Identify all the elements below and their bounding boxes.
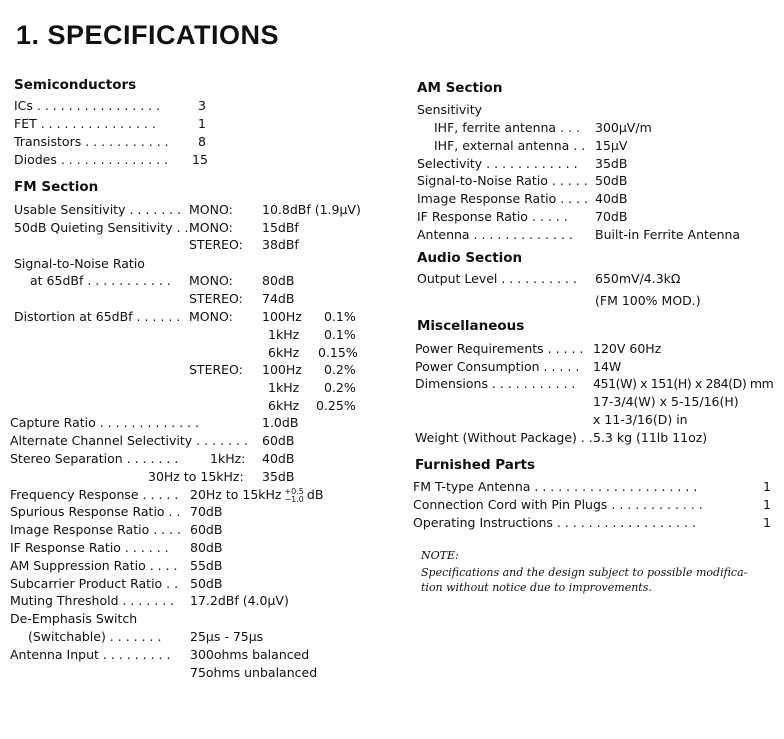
spec-label: FM T-type Antenna . . . . . . . . . . . . . . . . . . . . . — [413, 479, 698, 494]
spec-label: Image Response Ratio . . . . — [10, 522, 182, 537]
spec-label: Power Consumption . . . . . — [415, 359, 580, 374]
spec-row — [14, 133, 169, 150]
misc-section-heading: Miscellaneous — [417, 318, 525, 334]
spec-label: Alternate Channel Selectivity . . . . . . . — [10, 433, 248, 448]
spec-value: Built-in Ferrite Antenna — [595, 227, 741, 242]
dot-leader: . . . . . . . . . . . . . . . . — [32, 98, 161, 113]
spec-mode: STEREO: — [189, 237, 243, 252]
spec-value: 120V 60Hz — [593, 341, 662, 356]
spec-mode: MONO: — [189, 220, 233, 235]
am-section-heading: AM Section — [417, 80, 503, 96]
spec-label: Capture Ratio . . . . . . . . . . . . . — [10, 415, 200, 430]
spec-value: 1 — [198, 116, 206, 131]
spec-row — [14, 151, 168, 168]
spec-label: Antenna . . . . . . . . . . . . . — [417, 227, 573, 242]
spec-value: 40dB — [262, 451, 295, 466]
spec-value: 451(W) x 151(H) x 284(D) mm — [593, 376, 774, 391]
spec-label: IHF, external antenna . . — [434, 138, 586, 153]
spec-value: x 11-3/16(D) in — [593, 412, 688, 427]
semiconductors-heading: Semiconductors — [14, 77, 137, 93]
tolerance — [284, 488, 303, 504]
spec-value: 50dB — [595, 173, 628, 188]
spec-value: 60dB — [190, 522, 223, 537]
spec-value: 14W — [593, 359, 622, 374]
spec-label: (Switchable) . . . . . . . — [28, 629, 162, 644]
spec-mode: 30Hz to 15kHz: — [148, 469, 244, 484]
spec-qty: 1 — [763, 479, 771, 494]
spec-value: 0.2% — [324, 362, 356, 377]
fm-section-heading: FM Section — [14, 179, 99, 195]
spec-label: Transistors — [14, 134, 82, 149]
spec-value: 10.8dBf (1.9μV) — [262, 202, 361, 217]
spec-label: Power Requirements . . . . . — [415, 341, 584, 356]
spec-value: (FM 100% MOD.) — [595, 293, 701, 308]
page-title: 1. SPECIFICATIONS — [16, 20, 280, 50]
dot-leader: . . . . . . . . . . . . . . . — [36, 116, 156, 131]
spec-label: Signal-to-Noise Ratio — [14, 256, 145, 271]
spec-label: Subcarrier Product Ratio . . — [10, 576, 179, 591]
spec-value: 15 — [192, 152, 208, 167]
spec-label: Usable Sensitivity . . . . . . . — [14, 202, 182, 217]
spec-label: IF Response Ratio . . . . . — [417, 209, 568, 224]
spec-value: 35dB — [262, 469, 295, 484]
spec-label: Sensitivity — [417, 102, 483, 117]
spec-freq: 1kHz — [268, 380, 300, 395]
spec-qty: 1 — [763, 515, 771, 530]
spec-label: Weight (Without Package) . . — [415, 430, 593, 445]
spec-value: 17-3/4(W) x 5-15/16(H) — [593, 394, 739, 409]
spec-qty: 1 — [763, 497, 771, 512]
audio-section-heading: Audio Section — [417, 250, 523, 266]
spec-value: 38dBf — [262, 237, 299, 252]
spec-value: 0.15% — [318, 345, 358, 360]
spec-value: 15μV — [595, 138, 628, 153]
spec-value: 5.3 kg (11lb 11oz) — [593, 430, 708, 445]
freq-range: 20Hz to 15kHz — [190, 487, 282, 502]
spec-mode: MONO: — [189, 309, 233, 324]
spec-label: De-Emphasis Switch — [10, 611, 138, 626]
spec-value: 8 — [198, 134, 206, 149]
spec-mode: MONO: — [189, 202, 233, 217]
spec-label: Diodes — [14, 152, 57, 167]
spec-mode: STEREO: — [189, 362, 243, 377]
spec-freq: 6kHz — [268, 398, 300, 413]
spec-label: Spurious Response Ratio . . — [10, 504, 181, 519]
spec-mode: STEREO: — [189, 291, 243, 306]
spec-freq: 100Hz — [262, 309, 302, 324]
note-heading: NOTE: — [421, 549, 459, 562]
dot-leader: . . . . . . . . . . . . . . — [56, 152, 169, 167]
spec-label: Selectivity . . . . . . . . . . . . — [417, 156, 578, 171]
spec-label: IF Response Ratio . . . . . . — [10, 540, 169, 555]
spec-value: 0.1% — [324, 327, 356, 342]
spec-value: 80dB — [190, 540, 223, 555]
spec-value: 74dB — [262, 291, 295, 306]
spec-label: Signal-to-Noise Ratio . . . . . — [417, 173, 588, 188]
note-text: tion without notice due to improvements. — [421, 581, 652, 594]
spec-label: Frequency Response . . . . . — [10, 487, 179, 502]
spec-label: Stereo Separation . . . . . . . — [10, 451, 179, 466]
unit: dB — [306, 487, 324, 502]
spec-value: 55dB — [190, 558, 223, 573]
spec-value: 0.2% — [324, 380, 356, 395]
furnished-parts-heading: Furnished Parts — [415, 457, 536, 473]
spec-value: 75ohms unbalanced — [190, 665, 318, 680]
spec-value: 40dB — [595, 191, 628, 206]
spec-label: Antenna Input . . . . . . . . . — [10, 647, 171, 662]
spec-freq: 1kHz — [268, 327, 300, 342]
spec-value: 60dB — [262, 433, 295, 448]
spec-value: 1.0dB — [262, 415, 299, 430]
spec-value: 650mV/4.3kΩ — [595, 271, 681, 286]
note-text: Specifications and the design subject to possible modifica- — [421, 566, 748, 579]
spec-value: 35dB — [595, 156, 628, 171]
spec-value: 0.25% — [316, 398, 356, 413]
spec-value: 300μV/m — [595, 120, 652, 135]
spec-value: 50dB — [190, 576, 223, 591]
dot-leader: . . . . . . . . . . . — [81, 134, 169, 149]
spec-row — [14, 115, 156, 132]
tolerance-minus: −1.0 — [284, 494, 304, 504]
spec-freq: 100Hz — [262, 362, 302, 377]
spec-value: 25μs - 75μs — [190, 629, 264, 644]
spec-value: 70dB — [190, 504, 223, 519]
spec-label: FET — [14, 116, 37, 131]
spec-label: at 65dBf . . . . . . . . . . . — [30, 273, 171, 288]
tolerance-plus: +0.5 — [284, 486, 304, 496]
spec-value: 3 — [198, 98, 206, 113]
spec-label: Connection Cord with Pin Plugs . . . . . . . . . . . . — [413, 497, 703, 512]
spec-label: Image Response Ratio . . . . — [417, 191, 589, 206]
spec-value: 80dB — [262, 273, 295, 288]
spec-label: Output Level . . . . . . . . . . — [417, 271, 577, 286]
spec-label: Muting Threshold . . . . . . . — [10, 593, 175, 608]
spec-row — [14, 97, 160, 114]
spec-value — [190, 486, 323, 504]
spec-label: 50dB Quieting Sensitivity . . — [14, 220, 189, 235]
spec-label: Operating Instructions . . . . . . . . . . . . . . . . . . — [413, 515, 696, 530]
spec-value: 0.1% — [324, 309, 356, 324]
spec-mode: 1kHz: — [210, 451, 246, 466]
spec-label: Distortion at 65dBf . . . . . . — [14, 309, 181, 324]
spec-label: IHF, ferrite antenna . . . — [434, 120, 580, 135]
spec-label: ICs — [14, 98, 33, 113]
spec-mode: MONO: — [189, 273, 233, 288]
spec-label: AM Suppression Ratio . . . . — [10, 558, 178, 573]
spec-value: 15dBf — [262, 220, 299, 235]
spec-freq: 6kHz — [268, 345, 300, 360]
spec-value: 70dB — [595, 209, 628, 224]
spec-label: Dimensions . . . . . . . . . . . — [415, 376, 576, 391]
spec-value: 300ohms balanced — [190, 647, 310, 662]
spec-value: 17.2dBf (4.0μV) — [190, 593, 289, 608]
